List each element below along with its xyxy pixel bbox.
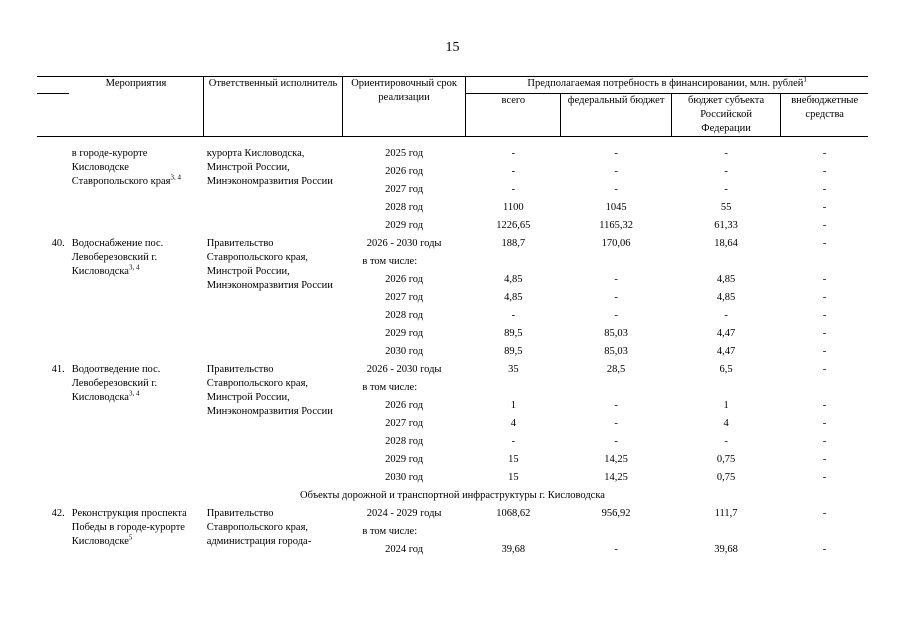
extra-cell: - (822, 364, 827, 375)
extra-cell: - (822, 292, 827, 303)
federal-cell (561, 255, 671, 273)
event-name (69, 507, 204, 561)
event-name-text: Водоснабжение пос. Левоберезовский г. Кисловодска (71, 238, 164, 277)
total-cell: 1226,65 (496, 220, 531, 231)
federal-cell: - (614, 166, 618, 177)
term-cell: 2029 год (385, 454, 424, 465)
subject-cell: 4,85 (716, 292, 736, 303)
term-cell: 2026 год (385, 400, 424, 411)
term-cell: 2030 год (385, 472, 424, 483)
extra-cell: - (822, 184, 827, 195)
subject-cell: - (724, 436, 728, 447)
federal-cell: 14,25 (604, 472, 628, 483)
term-cell: 2026 - 2030 годы (366, 364, 442, 375)
extra-cell (781, 525, 868, 543)
event-name-text: Водоотведение пос. Левоберезовский г. Кисловодска (71, 364, 161, 403)
row-number: 41. (51, 364, 65, 375)
term-cell: 2028 год (385, 202, 424, 213)
subject-cell: 0,75 (716, 454, 736, 465)
extra-cell: - (822, 454, 827, 465)
table-row (37, 237, 868, 255)
section-row (37, 489, 868, 507)
page-number: 15 (445, 40, 460, 55)
total-cell: 89,5 (504, 328, 523, 339)
extra-cell: - (822, 148, 827, 159)
extra-cell: - (822, 544, 827, 555)
term-cell: 2024 - 2029 годы (366, 508, 442, 519)
subject-cell (671, 381, 781, 399)
table-body (37, 137, 868, 562)
extra-cell: - (822, 346, 827, 357)
federal-cell: 1045 (605, 202, 627, 213)
header-subject: бюджет субъекта Российской Федерации (671, 94, 781, 137)
total-cell: 188,7 (501, 238, 526, 249)
extra-cell: - (822, 436, 827, 447)
term-cell: 2024 год (385, 544, 424, 555)
federal-cell: - (614, 400, 618, 411)
event-footnote: 5 (128, 533, 133, 542)
federal-cell: - (614, 148, 618, 159)
total-cell: 35 (508, 364, 519, 375)
subject-cell: 61,33 (714, 220, 738, 231)
section-title: Объекты дорожной и транспортной инфраструктуры г. Кисловодска (300, 490, 605, 501)
term-cell: 2028 год (385, 436, 424, 447)
header-total: всего (466, 94, 561, 137)
subject-cell: 4,47 (716, 346, 736, 357)
extra-cell: - (822, 220, 827, 231)
total-cell: 15 (508, 472, 519, 483)
event-footnote: 3, 4 (128, 389, 140, 398)
federal-cell: - (614, 418, 618, 429)
header-financing: Предполагаемая потребность в финансировании, млн. рублей$^1$ (466, 77, 868, 94)
total-cell: - (511, 310, 516, 321)
subject-cell: 18,64 (714, 238, 738, 249)
responsible-executor: Правительство Ставропольского края, Минстрой России, Минэкономразвития России (206, 364, 333, 417)
subject-cell (671, 525, 781, 543)
federal-cell: - (614, 292, 618, 303)
extra-cell: - (822, 508, 827, 519)
responsible-executor: курорта Кисловодска, Минстрой России, Минэкономразвития России (206, 148, 333, 187)
federal-cell: 1165,32 (599, 220, 633, 231)
extra-cell: - (822, 418, 827, 429)
federal-cell: - (614, 274, 618, 285)
subject-cell: 1 (723, 400, 729, 411)
term-cell: 2029 год (385, 220, 424, 231)
header-federal: федеральный бюджет (561, 94, 671, 137)
extra-cell (781, 255, 868, 273)
total-cell (466, 525, 561, 543)
extra-cell: - (822, 166, 827, 177)
header-events: Мероприятия (69, 77, 204, 137)
event-name-text: в городе-курорте Кисловодске Ставропольского края (71, 148, 171, 187)
subject-cell: 39,68 (714, 544, 738, 555)
total-cell: - (511, 436, 516, 447)
federal-cell: 28,5 (606, 364, 626, 375)
subject-cell: - (724, 166, 728, 177)
extra-cell: - (822, 400, 827, 411)
total-cell: 15 (508, 454, 519, 465)
term-cell: в том числе: (362, 526, 418, 537)
subject-cell: 55 (720, 202, 732, 213)
federal-cell (561, 381, 671, 399)
subject-cell: 0,75 (716, 472, 736, 483)
total-cell (466, 255, 561, 273)
responsible-executor: Правительство Ставропольского края, администрация города- (206, 508, 312, 547)
table-row (37, 507, 868, 525)
extra-cell: - (822, 472, 827, 483)
total-cell: 89,5 (504, 346, 523, 357)
financing-table (37, 76, 868, 561)
extra-cell: - (822, 202, 827, 213)
row-number: 40. (51, 238, 65, 249)
federal-cell (561, 525, 671, 543)
header-responsible: Ответственный исполнитель (204, 77, 343, 137)
total-cell (466, 381, 561, 399)
event-footnote: 3, 4 (170, 173, 181, 182)
federal-cell: - (614, 436, 618, 447)
term-cell: 2027 год (385, 292, 424, 303)
federal-cell: 85,03 (604, 328, 628, 339)
federal-cell: 14,25 (604, 454, 628, 465)
total-cell: 4 (510, 418, 516, 429)
subject-cell: - (724, 310, 728, 321)
subject-cell: 4,85 (716, 274, 736, 285)
total-cell: - (511, 148, 516, 159)
event-name (69, 363, 204, 489)
header-extra: внебюджетные средства (781, 94, 868, 137)
extra-cell (781, 381, 868, 399)
subject-cell: 4 (723, 418, 729, 429)
federal-cell: - (614, 544, 618, 555)
term-cell: в том числе: (362, 256, 418, 267)
header-term: Ориентировочный срок реализации (342, 77, 465, 137)
event-footnote: 3, 4 (128, 263, 140, 272)
total-cell: 1 (510, 400, 516, 411)
subject-cell: - (724, 184, 728, 195)
event-name-text: Реконструкция проспекта Победы в городе-курорте Кисловодске (71, 508, 187, 547)
term-cell: 2028 год (385, 310, 424, 321)
extra-cell: - (822, 328, 827, 339)
row-number (37, 147, 69, 237)
federal-cell: 85,03 (604, 346, 628, 357)
total-cell: - (511, 166, 516, 177)
term-cell: 2026 год (385, 166, 424, 177)
event-name (69, 237, 204, 363)
federal-cell: - (614, 310, 618, 321)
total-cell: 1068,62 (496, 508, 531, 519)
total-cell: 1100 (503, 202, 524, 213)
term-cell: 2027 год (385, 184, 424, 195)
total-cell: - (511, 184, 516, 195)
term-cell: 2030 год (385, 346, 424, 357)
subject-cell: 4,47 (716, 328, 736, 339)
term-cell: 2029 год (385, 328, 424, 339)
term-cell: 2026 год (385, 274, 424, 285)
table-row (37, 363, 868, 381)
total-cell: 4,85 (504, 292, 523, 303)
total-cell: 4,85 (504, 274, 523, 285)
extra-cell: - (822, 274, 827, 285)
event-name (69, 147, 204, 237)
table-row (37, 147, 868, 165)
subject-cell: 111,7 (714, 508, 738, 519)
subject-cell: 6,5 (719, 364, 733, 375)
responsible-executor: Правительство Ставропольского края, Минстрой России, Минэкономразвития России (206, 238, 333, 291)
extra-cell: - (822, 310, 827, 321)
extra-cell: - (822, 238, 827, 249)
federal-cell: - (614, 184, 618, 195)
term-cell: в том числе: (362, 382, 418, 393)
term-cell: 2026 - 2030 годы (366, 238, 442, 249)
subject-cell (671, 255, 781, 273)
term-cell: 2025 год (385, 148, 424, 159)
total-cell: 39,68 (501, 544, 526, 555)
subject-cell: - (724, 148, 728, 159)
term-cell: 2027 год (385, 418, 424, 429)
federal-cell: 170,06 (601, 238, 631, 249)
row-number: 42. (51, 508, 65, 519)
federal-cell: 956,92 (601, 508, 631, 519)
